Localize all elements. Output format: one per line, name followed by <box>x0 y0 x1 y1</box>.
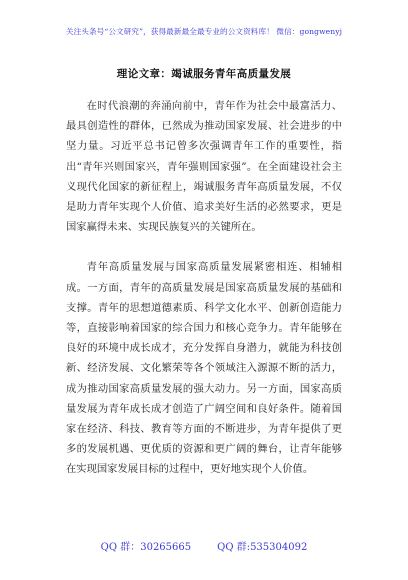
header-note: 关注头条号“公文研究”，获得最新最全最专业的公文资料库！ 微信：gongwenyj <box>65 27 343 36</box>
qq-group-1: QQ 群：30265665 <box>100 542 192 553</box>
qq-group-2: QQ 群:535304092 <box>217 542 308 553</box>
paragraph-2: 青年高质量发展与国家高质量发展紧密相连、相辅相成。一方面，青年的高质量发展是国家高质量发展的基础和支撑。青年的思想道德素质、科学文化水平、创新创造能力等，直接影响着国家的综合国力和核心竞争力。青年能够在良好的环境中成长成才，充分发挥自身潜力，就能为科技创新、经济发展、文化繁荣等各个领域注入源源不断的活力，成为推动国家高质量发展的强大动力。另一方面，国家高质量发展为青年成长成才创造了广阔空间和良好条件。随着国家在经济、科技、教育等方面的不断进步，为青年提供了更多的发展机遇、更优质的资源和更广阔的舞台，让青年能够在实现国家发展目标的过程中，更好地实现个人价值。 <box>66 261 342 476</box>
document-title: 理论文章：竭诚服务青年高质量发展 <box>116 68 292 80</box>
footer-contact <box>0 538 408 553</box>
document-body <box>66 96 342 480</box>
paragraph-1: 在时代浪潮的奔涌向前中，青年作为社会中最富活力、最具创造性的群体，已然成为推动国家发展、社会进步的中坚力量。习近平总书记曾多次强调青年工作的重要性，指出“青年兴则国家兴，青年强则国家强”。在全面建设社会主义现代化国家的新征程上，竭诚服务青年高质量发展，不仅是助力青年实现个人价值、追求美好生活的必然要求，更是国家赢得未来、实现民族复兴的关键所在。 <box>66 100 342 234</box>
